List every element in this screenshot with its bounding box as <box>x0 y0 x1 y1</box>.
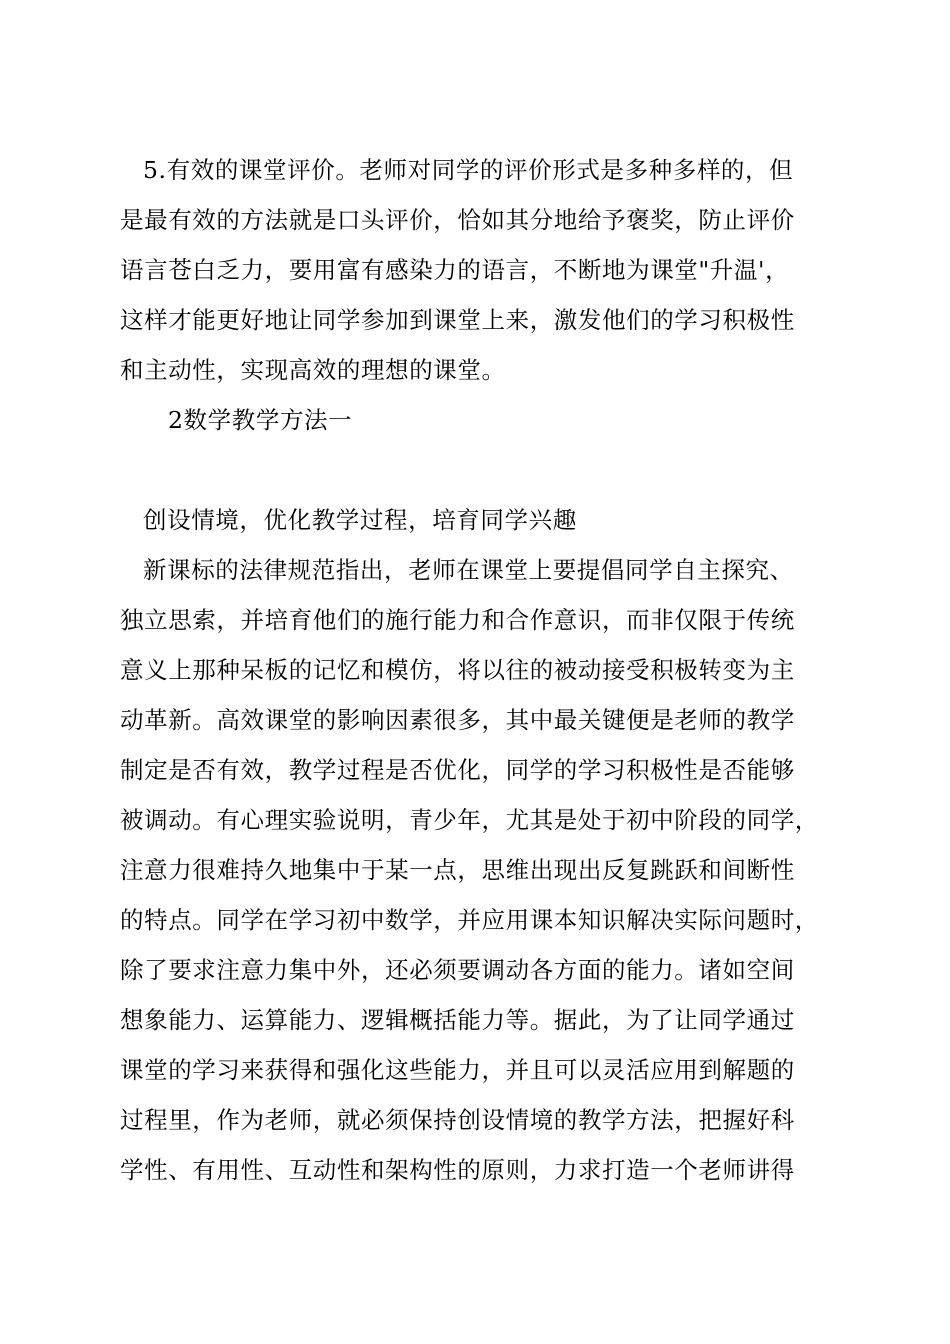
paragraph-1-line-5: 和主动性，实现高效的理想的课堂。 <box>120 356 506 384</box>
paragraph-1-line-3: 语言苍白乏力，要用富有感染力的语言，不断地为课堂"升温'， <box>120 256 790 284</box>
paragraph-2-line-4: 动革新。高效课堂的影响因素很多，其中最关键便是老师的教学 <box>120 706 795 734</box>
paragraph-2-line-3: 意义上那种呆板的记忆和模仿，将以往的被动接受积极转变为主 <box>120 656 795 684</box>
paragraph-2-line-8: 的特点。同学在学习初中数学，并应用课本知识解决实际问题时， <box>120 906 819 934</box>
paragraph-1-line-1: 5.有效的课堂评价。老师对同学的评价形式是多种多样的，但 <box>143 156 794 184</box>
paragraph-2-line-11: 课堂的学习来获得和强化这些能力，并且可以灵活应用到解题的 <box>120 1056 795 1084</box>
paragraph-2-line-1: 新课标的法律规范指出，老师在课堂上要提倡同学自主探究、 <box>143 556 794 584</box>
paragraph-2-line-6: 被调动。有心理实验说明，青少年，尤其是处于初中阶段的同学， <box>120 806 819 834</box>
paragraph-2-line-10: 想象能力、运算能力、逻辑概括能力等。据此，为了让同学通过 <box>120 1006 795 1034</box>
paragraph-2-line-7: 注意力很难持久地集中于某一点，思维出现出反复跳跃和间断性 <box>120 856 795 884</box>
paragraph-1-line-4: 这样才能更好地让同学参加到课堂上来，激发他们的学习积极性 <box>120 306 795 334</box>
paragraph-2-line-12: 过程里，作为老师，就必须保持创设情境的教学方法，把握好科 <box>120 1106 795 1134</box>
paragraph-2-line-2: 独立思索，并培育他们的施行能力和合作意识，而非仅限于传统 <box>120 606 795 634</box>
paragraph-2-line-13: 学性、有用性、互动性和架构性的原则，力求打造一个老师讲得 <box>120 1156 795 1184</box>
section-subheading: 创设情境，优化教学过程，培育同学兴趣 <box>143 506 577 534</box>
paragraph-2-line-5: 制定是否有效，教学过程是否优化，同学的学习积极性是否能够 <box>120 756 795 784</box>
section-heading: 2数学教学方法一 <box>168 406 353 434</box>
paragraph-1-line-2: 是最有效的方法就是口头评价，恰如其分地给予褒奖，防止评价 <box>120 206 795 234</box>
paragraph-2-line-9: 除了要求注意力集中外，还必须要调动各方面的能力。诸如空间 <box>120 956 795 984</box>
